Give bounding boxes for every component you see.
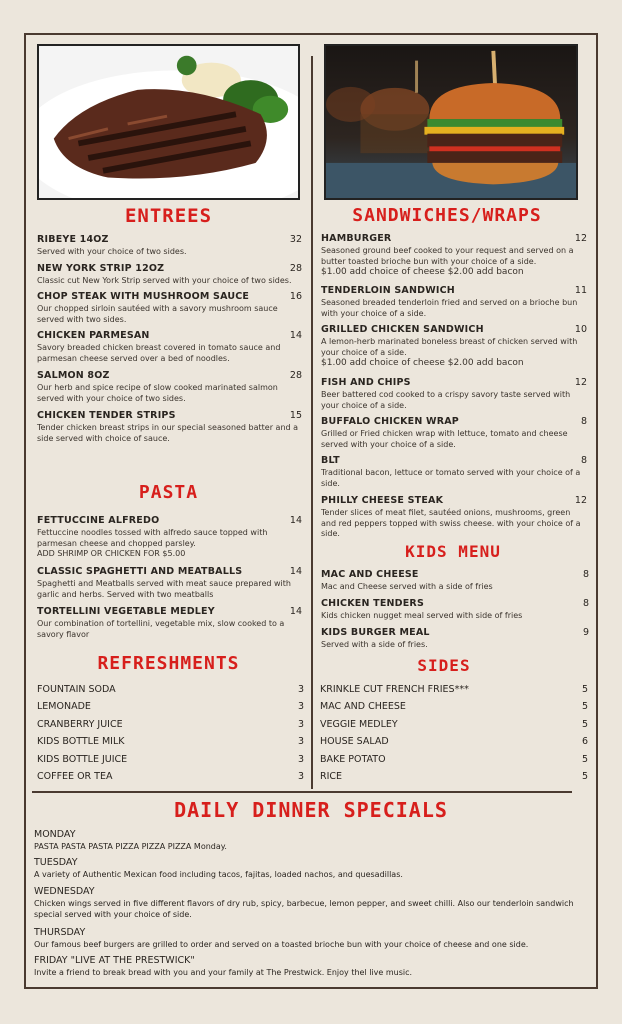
- menu-item: [321, 598, 589, 622]
- item-name: RICE: [320, 771, 343, 782]
- item-price: 3: [297, 754, 304, 765]
- sides-title: SIDES: [417, 656, 471, 675]
- item-name: BLT: [321, 455, 340, 466]
- special-day: [34, 829, 584, 853]
- item-name: MAC AND CHEESE: [321, 569, 419, 580]
- item-price: 3: [297, 736, 304, 747]
- item-desc: Grilled or Fried chicken wrap with lettuce, tomato and cheese served with your choice of a side.: [321, 429, 568, 449]
- item-price: 5: [581, 701, 588, 712]
- item-price: 3: [297, 719, 304, 730]
- item-price: 28: [289, 263, 302, 274]
- column-divider: [311, 56, 313, 789]
- menu-item: [37, 566, 302, 600]
- item-price: 8: [582, 598, 589, 609]
- item-name: CHICKEN PARMESAN: [37, 330, 150, 341]
- menu-item: [37, 410, 302, 444]
- specials-title: DAILY DINNER SPECIALS: [174, 798, 448, 822]
- item-name: SALMON 8OZ: [37, 370, 110, 381]
- item-price: 5: [581, 719, 588, 730]
- special-day: [34, 955, 584, 979]
- item-price: 11: [574, 285, 587, 296]
- menu-item: [321, 455, 587, 489]
- list-item: [320, 771, 588, 783]
- special-day: [34, 857, 584, 881]
- menu-item: [321, 495, 587, 540]
- item-desc: Fettuccine noodles tossed with alfredo sauce topped with parmesan cheese and chopped parsley.: [37, 528, 268, 548]
- item-addon: ADD SHRIMP OR CHICKEN FOR $5.00: [37, 549, 186, 558]
- item-name: HAMBURGER: [321, 233, 392, 244]
- specials-divider: [32, 791, 572, 793]
- list-item: [320, 754, 588, 766]
- menu-item: [321, 233, 587, 278]
- item-desc: Savory breaded chicken breast covered in tomato sauce and parmesan cheese served over a bed of noodles.: [37, 343, 281, 363]
- day-name: WEDNESDAY: [34, 886, 95, 897]
- item-name: TORTELLINI VEGETABLE MEDLEY: [37, 606, 215, 617]
- item-price: 16: [289, 291, 302, 302]
- item-name: KIDS BOTTLE JUICE: [37, 754, 128, 765]
- item-price: 14: [289, 606, 302, 617]
- item-price: 3: [297, 684, 304, 695]
- day-name: FRIDAY "LIVE AT THE PRESTWICK": [34, 955, 195, 966]
- item-price: 10: [574, 324, 587, 335]
- item-price: 12: [574, 377, 587, 388]
- refreshments-title: REFRESHMENTS: [97, 653, 240, 674]
- item-name: GRILLED CHICKEN SANDWICH: [321, 324, 484, 335]
- sandwiches-title: SANDWICHES/WRAPS: [352, 205, 542, 226]
- list-item: [320, 719, 588, 731]
- item-price: 3: [297, 701, 304, 712]
- item-name: CHICKEN TENDER STRIPS: [37, 410, 176, 421]
- item-name: CLASSIC SPAGHETTI AND MEATBALLS: [37, 566, 243, 577]
- menu-item: [321, 416, 587, 450]
- item-desc: Our combination of tortellini, vegetable mix, slow cooked to a savory flavor: [37, 619, 285, 639]
- item-desc: Mac and Cheese served with a side of fries: [321, 582, 493, 591]
- item-name: VEGGIE MEDLEY: [320, 719, 398, 730]
- item-desc: Beer battered cod cooked to a crispy savory taste served with your choice of a side.: [321, 390, 571, 410]
- menu-item: [321, 627, 589, 651]
- menu-item: [37, 515, 302, 560]
- item-name: MAC AND CHEESE: [320, 701, 406, 712]
- menu-item: [321, 285, 587, 319]
- item-price: 5: [581, 684, 588, 695]
- item-name: TENDERLOIN SANDWICH: [321, 285, 455, 296]
- list-item: [320, 736, 588, 748]
- item-desc: Tender chicken breast strips in our special seasoned batter and a side served with choice of sauce.: [37, 423, 299, 443]
- list-item: [37, 701, 304, 713]
- menu-item: [37, 606, 302, 640]
- burger-photo: [324, 44, 578, 200]
- item-price: 32: [289, 234, 302, 245]
- item-price: 6: [581, 736, 588, 747]
- item-name: NEW YORK STRIP 12OZ: [37, 263, 165, 274]
- list-item: [320, 684, 588, 696]
- day-desc: Our famous beef burgers are grilled to order and served on a toasted brioche bun with your choice of cheese and one side.: [34, 940, 529, 949]
- menu-item: [37, 234, 302, 258]
- list-item: [37, 771, 304, 783]
- day-name: TUESDAY: [34, 857, 78, 868]
- item-name: LEMONADE: [37, 701, 91, 712]
- item-price: 28: [289, 370, 302, 381]
- list-item: [320, 701, 588, 713]
- list-item: [37, 736, 304, 748]
- item-price: 9: [582, 627, 589, 638]
- entrees-title: ENTREES: [124, 205, 213, 227]
- day-desc: A variety of Authentic Mexican food including tacos, fajitas, loaded nachos, and quesadillas.: [34, 870, 403, 879]
- item-price: 15: [289, 410, 302, 421]
- pasta-title: PASTA: [138, 482, 199, 503]
- item-desc: Seasoned breaded tenderloin fried and served on a brioche bun with your choice of a side.: [321, 298, 578, 318]
- item-name: CHOP STEAK WITH MUSHROOM SAUCE: [37, 291, 250, 302]
- item-name: BUFFALO CHICKEN WRAP: [321, 416, 459, 427]
- item-price: 5: [581, 754, 588, 765]
- menu-item: [37, 330, 302, 364]
- item-desc: Traditional bacon, lettuce or tomato served with your choice of a side.: [321, 468, 581, 488]
- menu-item: [37, 291, 302, 325]
- day-name: MONDAY: [34, 829, 76, 840]
- item-price: 8: [580, 455, 587, 466]
- item-price: 14: [289, 330, 302, 341]
- day-desc: Chicken wings served in five different flavors of dry rub, spicy, barbecue, lemon pepper, and sweet chilli. Also our tenderloin sandwich special served with your choice of side.: [34, 899, 574, 919]
- item-price: 14: [289, 566, 302, 577]
- item-name: KRINKLE CUT FRENCH FRIES***: [320, 684, 469, 695]
- kids-menu-title: KIDS MENU: [405, 542, 501, 561]
- item-desc: Seasoned ground beef cooked to your request and served on a butter toasted brioche bun with your choice of a side.: [321, 246, 574, 266]
- menu-item: [37, 263, 302, 287]
- day-desc: PASTA PASTA PASTA PIZZA PIZZA PIZZA Monday.: [34, 842, 227, 851]
- special-day: [34, 927, 584, 951]
- item-name: FETTUCCINE ALFREDO: [37, 515, 160, 526]
- list-item: [37, 754, 304, 766]
- special-day: [34, 886, 584, 920]
- item-price: 5: [581, 771, 588, 782]
- item-price: 8: [580, 416, 587, 427]
- steak-photo: [37, 44, 300, 200]
- item-name: KIDS BOTTLE MILK: [37, 736, 125, 747]
- item-name: PHILLY CHEESE STEAK: [321, 495, 444, 506]
- item-desc: Tender slices of meat filet, sautéed onions, mushrooms, green and red peppers topped with swiss cheese. with your choice of a side.: [321, 508, 581, 538]
- item-desc: Our chopped sirloin sautéed with a savory mushroom sauce served with two sides.: [37, 304, 278, 324]
- item-name: HOUSE SALAD: [320, 736, 389, 747]
- item-name: FISH AND CHIPS: [321, 377, 411, 388]
- item-price: 3: [297, 771, 304, 782]
- item-name: COFFEE OR TEA: [37, 771, 113, 782]
- item-price: 12: [574, 233, 587, 244]
- item-desc: Kids chicken nugget meal served with side of fries: [321, 611, 523, 620]
- item-name: FOUNTAIN SODA: [37, 684, 116, 695]
- item-desc: Served with your choice of two sides.: [37, 247, 187, 256]
- day-name: THURSDAY: [34, 927, 86, 938]
- item-desc: A lemon-herb marinated boneless breast of chicken served with your choice of a side.: [321, 337, 578, 357]
- list-item: [37, 684, 304, 696]
- item-price: 12: [574, 495, 587, 506]
- item-addon: $1.00 add choice of cheese $2.00 add bacon: [321, 358, 524, 368]
- item-name: BAKE POTATO: [320, 754, 386, 765]
- menu-item: [37, 370, 302, 404]
- item-name: CRANBERRY JUICE: [37, 719, 123, 730]
- item-name: KIDS BURGER MEAL: [321, 627, 430, 638]
- day-desc: Invite a friend to break bread with you and your family at The Prestwick. Enjoy thel live music.: [34, 968, 413, 977]
- item-desc: Spaghetti and Meatballs served with meat sauce prepared with garlic and herbs. Served with two meatballs: [37, 579, 291, 599]
- item-name: RIBEYE 14OZ: [37, 234, 109, 245]
- item-name: CHICKEN TENDERS: [321, 598, 424, 609]
- item-desc: Classic cut New York Strip served with your choice of two sides.: [37, 276, 292, 285]
- item-price: 14: [289, 515, 302, 526]
- menu-item: [321, 324, 587, 369]
- menu-item: [321, 569, 589, 593]
- menu-item: [321, 377, 587, 411]
- item-desc: Our herb and spice recipe of slow cooked marinated salmon served with your choice of two sides.: [37, 383, 278, 403]
- item-addon: $1.00 add choice of cheese $2.00 add bacon: [321, 267, 524, 277]
- list-item: [37, 719, 304, 731]
- item-price: 8: [582, 569, 589, 580]
- item-desc: Served with a side of fries.: [321, 640, 428, 649]
